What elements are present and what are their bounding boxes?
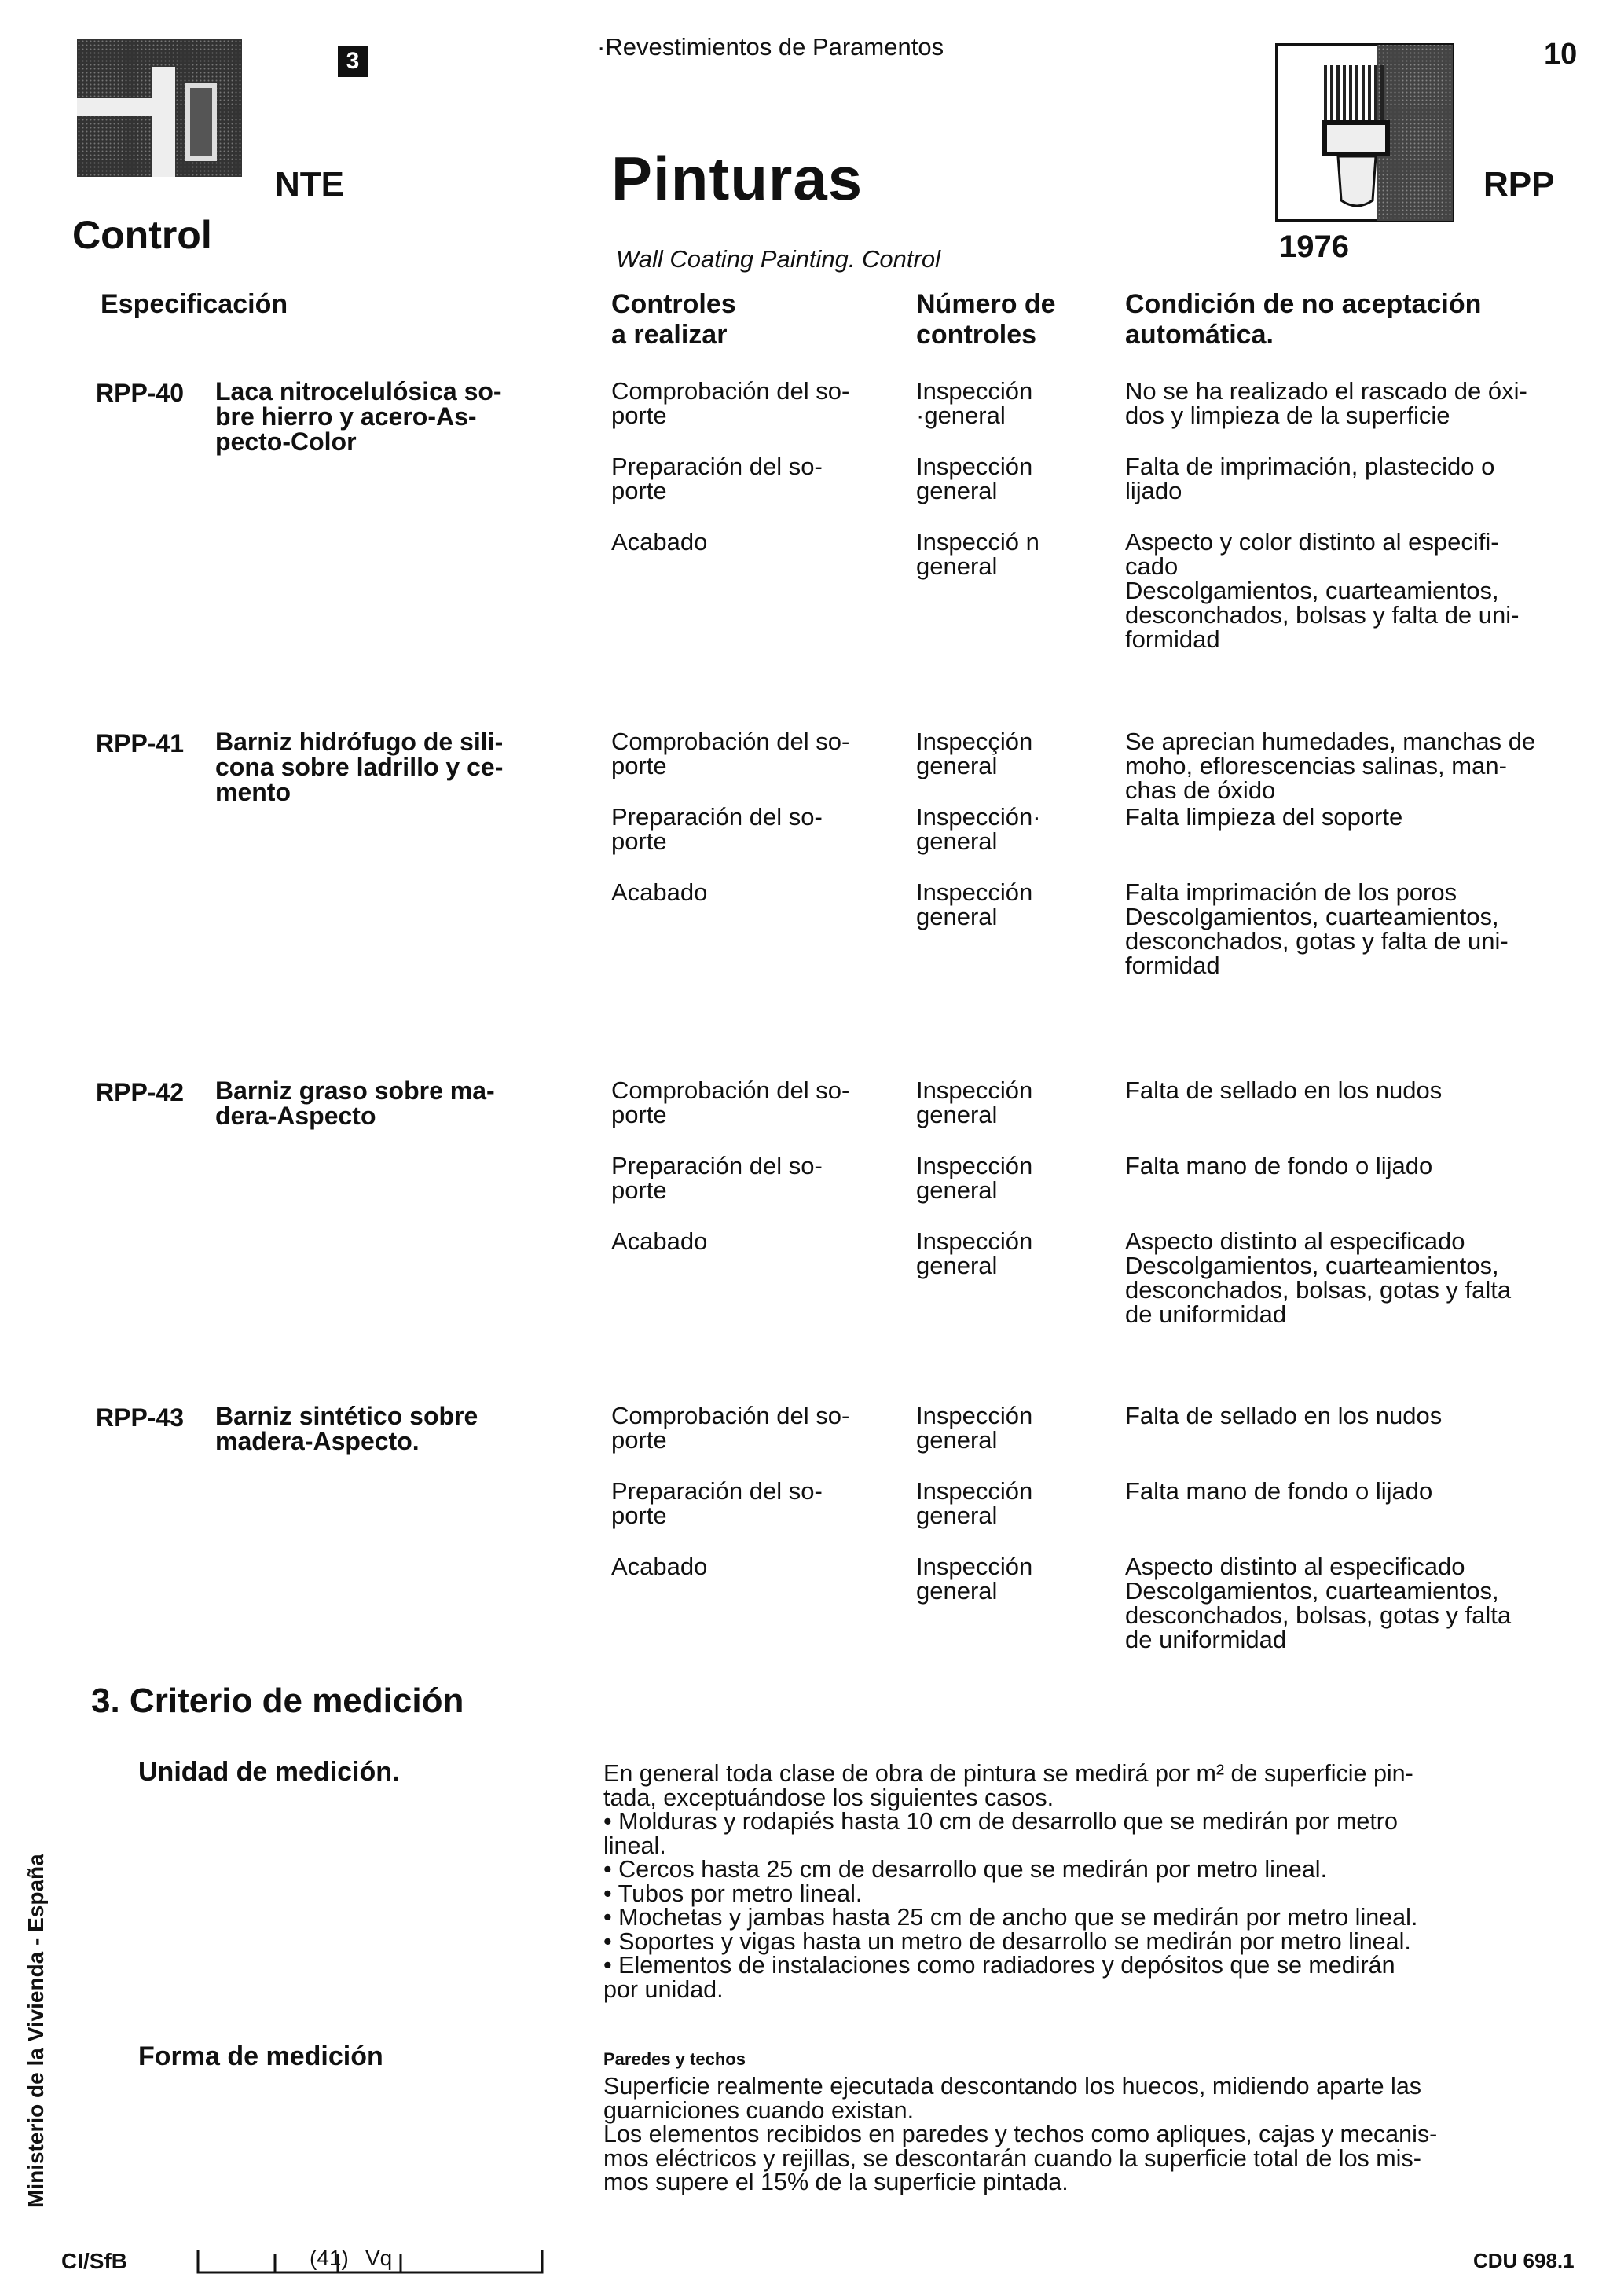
section-3-title: 3. Criterio de medición [91,1682,464,1720]
spec-name-line: mento [215,778,291,806]
form-subhead: Paredes y techos [603,2049,746,2069]
number-cell-line: Inspección [916,1477,1033,1505]
number-cell-line: Inspección [916,1076,1033,1104]
unit-label: Unidad de medición. [138,1757,400,1787]
section-badge: 3 [338,46,368,77]
spec-name-line: cona sobre ladrillo y ce- [215,753,504,781]
control-cell [611,530,894,554]
spec-code: RPP-41 [96,729,185,757]
number-cell [916,1154,1113,1202]
condition-cell-line: de uniformidad [1125,1300,1287,1328]
condition-cell-line: lijado [1125,477,1182,504]
number-cell-line: Inspecció n [916,528,1039,556]
control-cell-line: Comprobación del so- [611,377,850,405]
spec-name-line: bre hierro y acero-As- [215,402,477,431]
number-cell [916,729,1113,778]
spec-name-line: madera-Aspecto. [215,1427,420,1455]
number-cell [916,1403,1113,1452]
number-cell-line: Inspección [916,1152,1033,1179]
cisfb-label: CI/SfB [61,2249,127,2273]
condition-cell-line: Falta imprimación de los poros [1125,878,1457,906]
paragraph-line: • Cercos hasta 25 cm de desarrollo que se medirán por metro lineal. [603,1856,1328,1883]
column-header-number [916,289,1056,350]
nte-logo-graphic [77,39,242,177]
number-cell [916,379,1113,427]
condition-cell [1125,1479,1589,1503]
paragraph-line: mos supere el 15% de la superficie pintada. [603,2169,1069,2195]
number-cell-line: general [916,1502,998,1529]
spec-name [215,379,561,454]
rpp-code: RPP [1483,165,1555,204]
paragraph-line: mos eléctricos y rejillas, se descontarán cuando la superficie total de los mis- [603,2144,1421,2172]
spec-code: RPP-43 [96,1403,185,1432]
number-cell-line: Inspección· [916,803,1041,831]
condition-cell-line: Descolgamientos, cuarteamientos, [1125,1577,1499,1605]
condition-cell [1125,379,1589,427]
column-header-controls [611,289,736,350]
control-cell-line: Preparación del so- [611,1152,823,1179]
number-cell-line: general [916,1252,998,1279]
paragraph-line: • Molduras y rodapiés hasta 10 cm de desarrollo que se medirán por metro [603,1808,1398,1835]
condition-cell-line: Falta mano de fondo o lijado [1125,1152,1433,1179]
control-cell [611,880,894,904]
condition-cell [1125,530,1589,651]
spec-code: RPP-42 [96,1078,185,1106]
number-cell-line: Inspecçión [916,728,1033,755]
form-label: Forma de medición [138,2041,383,2071]
condition-cell [1125,1554,1589,1652]
paragraph-line: tada, exceptuándose los siguientes casos. [603,1784,1054,1811]
control-cell [611,1554,894,1579]
spec-name-line: Barniz hidrófugo de sili- [215,728,504,756]
condition-cell-line: Descolgamientos, cuarteamientos, [1125,903,1499,930]
spec-name-line: Barniz sintético sobre [215,1402,478,1430]
category-label: ·Revestimientos de Paramentos [597,33,944,61]
brush-logo [1275,43,1454,222]
control-cell-line: Acabado [611,1553,708,1580]
control-cell-line: Comprobación del so- [611,1402,850,1429]
number-cell-line: Inspección [916,453,1033,480]
control-cell-line: porte [611,1101,667,1128]
condition-cell-line: desconchados, bolsas, gotas y falta [1125,1276,1512,1304]
spec-name [215,729,561,805]
cisfb-code-1: (41) [310,2246,349,2270]
control-cell [611,1479,894,1528]
spec-name-line: Barniz graso sobre ma- [215,1076,495,1105]
paragraph-line: En general toda clase de obra de pintura se medirá por m² de superficie pin- [603,1760,1413,1787]
control-cell [611,454,894,503]
number-cell-line: Inspección [916,1553,1033,1580]
column-header-number-line2: controles [916,320,1037,350]
unit-text [603,1762,1586,2001]
number-cell-line: general [916,477,998,504]
condition-cell-line: Descolgamientos, cuarteamientos, [1125,1252,1499,1279]
paragraph-line: guarniciones cuando existan. [603,2096,915,2124]
condition-cell-line: No se ha realizado el rascado de óxi- [1125,377,1527,405]
paint-brush-icon [1275,43,1454,222]
control-cell [611,379,894,427]
condition-cell-line: moho, eflorescencias salinas, man- [1125,752,1507,779]
sheet-number: 10 [1544,38,1578,71]
paragraph-line: • Tubos por metro lineal. [603,1880,863,1907]
condition-cell-line: de uniformidad [1125,1626,1287,1653]
control-cell [611,729,894,778]
control-cell-line: Preparación del so- [611,453,823,480]
condition-cell-line: Aspecto distinto al especificado [1125,1227,1465,1255]
condition-cell-line: cado [1125,552,1179,580]
condition-cell-line: Aspecto distinto al especificado [1125,1553,1465,1580]
condition-cell-line: desconchados, bolsas, gotas y falta [1125,1601,1512,1629]
paragraph-line: lineal. [603,1832,666,1859]
column-header-condition-line2: automática. [1125,320,1274,350]
condition-cell-line: Descolgamientos, cuarteamientos, [1125,577,1499,604]
condition-cell [1125,880,1589,977]
control-cell-line: porte [611,827,667,855]
condition-cell-line: Se aprecian humedades, manchas de [1125,728,1536,755]
spec-name-line: pecto-Color [215,427,357,456]
number-cell-line: general [916,1577,998,1605]
control-cell-line: porte [611,1426,667,1454]
paragraph-line: • Soportes y vigas hasta un metro de desarrollo se medirán por metro lineal. [603,1927,1411,1955]
number-cell [916,880,1113,929]
condition-cell-line: Falta de sellado en los nudos [1125,1402,1443,1429]
control-cell-line: porte [611,1176,667,1204]
paragraph-line: • Elementos de instalaciones como radiadores y depósitos que se medirán [603,1952,1395,1979]
condition-cell-line: Falta limpieza del soporte [1125,803,1403,831]
year-label: 1976 [1279,229,1349,264]
control-cell-line: Comprobación del so- [611,728,850,755]
condition-cell-line: Falta de imprimación, plastecido o [1125,453,1495,480]
control-cell-line: porte [611,402,667,429]
control-cell [611,1078,894,1127]
nte-label: NTE [275,165,344,204]
number-cell-line: general [916,1101,998,1128]
number-cell [916,1479,1113,1528]
condition-cell [1125,454,1589,503]
control-cell-line: Acabado [611,1227,708,1255]
control-cell-line: Acabado [611,528,708,556]
cisfb-code-2: Vq [365,2246,393,2270]
number-cell-line: Inspección [916,1227,1033,1255]
number-cell-line: general [916,827,998,855]
condition-cell [1125,805,1589,829]
condition-cell-line: desconchados, gotas y falta de uni- [1125,927,1509,955]
condition-cell [1125,729,1589,802]
number-cell [916,530,1113,578]
condition-cell-line: formidad [1125,625,1220,653]
spec-name [215,1078,561,1128]
control-cell-line: porte [611,477,667,504]
condition-cell-line: formidad [1125,952,1220,979]
column-header-spec: Especificación [101,289,288,319]
control-cell-line: porte [611,752,667,779]
number-cell-line: Inspección [916,377,1033,405]
number-cell-line: general [916,903,998,930]
paragraph-line: Los elementos recibidos en paredes y techos como apliques, cajas y mecanis- [603,2121,1438,2147]
number-cell [916,454,1113,503]
condition-cell-line: Aspecto y color distinto al especifi- [1125,528,1499,556]
column-header-controls-line1: Controles [611,289,736,319]
column-header-condition [1125,289,1481,350]
number-cell-line: Inspección [916,1402,1033,1429]
number-cell-line: general [916,552,998,580]
condition-cell [1125,1154,1589,1178]
number-cell-line: general [916,1176,998,1204]
control-cell-line: Preparación del so- [611,803,823,831]
paragraph-line: por unidad. [603,1975,724,2003]
control-cell-line: porte [611,1502,667,1529]
control-cell-line: Preparación del so- [611,1477,823,1505]
condition-cell-line: desconchados, bolsas y falta de uni- [1125,601,1520,629]
column-header-controls-line2: a realizar [611,320,728,350]
page-subtitle: Wall Coating Painting. Control [616,245,940,273]
paragraph-line: • Mochetas y jambas hasta 25 cm de ancho que se medirán por metro lineal. [603,1904,1418,1931]
spec-code: RPP-40 [96,379,185,407]
number-cell-line: ·general [916,402,1006,429]
spec-name-line: dera-Aspecto [215,1102,376,1130]
ministry-sidebar: Ministerio de la Vivienda - España [24,1854,48,2208]
control-cell [611,1229,894,1253]
paragraph-line: Superficie realmente ejecutada descontando los huecos, midiendo aparte las [603,2073,1422,2100]
column-header-number-line1: Número de [916,289,1056,319]
number-cell-line: Inspección [916,878,1033,906]
number-cell [916,1229,1113,1278]
control-cell [611,805,894,853]
condition-cell-line: Falta de sellado en los nudos [1125,1076,1443,1104]
control-cell [611,1403,894,1452]
number-cell [916,805,1113,853]
condition-cell-line: dos y limpieza de la superficie [1125,402,1450,429]
number-cell [916,1554,1113,1603]
column-header-condition-line1: Condición de no aceptación [1125,289,1482,319]
condition-cell [1125,1078,1589,1102]
number-cell [916,1078,1113,1127]
page-title: Pinturas [611,144,863,213]
nte-logo [77,39,242,177]
control-label: Control [72,213,212,257]
spec-name [215,1403,561,1454]
condition-cell-line: chas de óxido [1125,776,1276,804]
condition-cell-line: Falta mano de fondo o lijado [1125,1477,1433,1505]
condition-cell [1125,1229,1589,1326]
condition-cell [1125,1403,1589,1428]
form-text [603,2074,1586,2195]
number-cell-line: general [916,1426,998,1454]
spec-name-line: Laca nitrocelulósica so- [215,377,502,405]
control-cell [611,1154,894,1202]
control-cell-line: Comprobación del so- [611,1076,850,1104]
control-cell-line: Acabado [611,878,708,906]
number-cell-line: general [916,752,998,779]
cdu-label: CDU 698.1 [1473,2249,1575,2272]
